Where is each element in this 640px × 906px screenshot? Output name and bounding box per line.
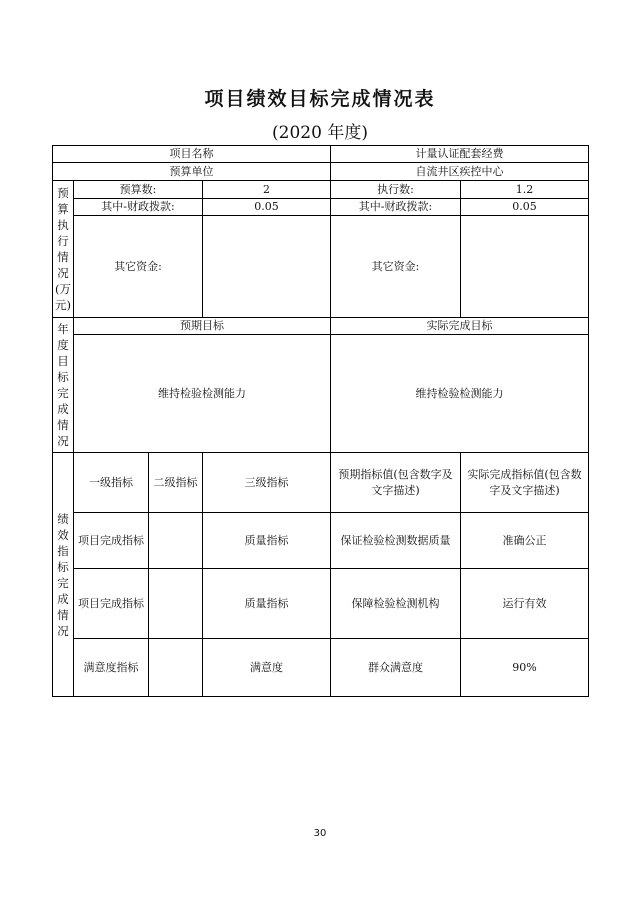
row3-level3: 满意度 <box>203 639 331 697</box>
fiscal-label-2: 其中-财政拨款: <box>331 199 461 216</box>
row3-expected: 群众满意度 <box>331 639 461 697</box>
row1-level2 <box>149 513 203 569</box>
row3-level1: 满意度指标 <box>74 639 149 697</box>
row3-actual: 90% <box>461 639 589 697</box>
other-funds-label-1: 其它资金: <box>74 216 203 318</box>
performance-table <box>52 145 589 697</box>
row2-level3: 质量指标 <box>203 569 331 639</box>
project-name-label: 项目名称 <box>53 146 331 163</box>
header-level3: 三级指标 <box>203 453 331 513</box>
performance-side-label: 绩 效 指 标 完 成 情 况 <box>53 453 74 697</box>
indicator-row <box>53 513 589 569</box>
row2-level1: 项目完成指标 <box>74 569 149 639</box>
row2-expected: 保障检验检测机构 <box>331 569 461 639</box>
row1-expected: 保证检验检测数据质量 <box>331 513 461 569</box>
other-funds-value-1 <box>203 216 331 318</box>
year-subtitle: (2020 年度) <box>272 123 368 143</box>
budget-side-label: 预 算 执 行 情 况 (万 元) <box>53 181 74 318</box>
other-funds-row <box>53 216 589 312</box>
budget-count-label: 预算数: <box>74 181 203 199</box>
page-title: 项目绩效目标完成情况表 <box>204 88 436 110</box>
budget-unit-value: 自流井区疾控中心 <box>331 163 589 181</box>
page-number: 30 <box>313 828 327 839</box>
budget-count-value: 2 <box>203 181 331 199</box>
actual-target-header: 实际完成目标 <box>331 318 589 335</box>
indicator-row <box>53 639 589 697</box>
other-funds-label-2: 其它资金: <box>331 216 461 318</box>
budget-count-row <box>53 181 589 199</box>
other-funds-value-2 <box>461 216 589 318</box>
indicator-row <box>53 569 589 639</box>
fiscal-value-2: 0.05 <box>461 199 589 216</box>
exec-count-value: 1.2 <box>461 181 589 199</box>
header-level1: 一级指标 <box>74 453 149 513</box>
row1-actual: 准确公正 <box>461 513 589 569</box>
annual-header-row <box>53 318 589 335</box>
fiscal-value-1: 0.05 <box>203 199 331 216</box>
row1-level1: 项目完成指标 <box>74 513 149 569</box>
expected-target-value: 维持检验检测能力 <box>74 335 331 453</box>
fiscal-row <box>53 199 589 216</box>
actual-target-value: 维持检验检测能力 <box>331 335 589 453</box>
annual-value-row <box>53 335 589 453</box>
indicator-header-row <box>53 453 589 513</box>
header-level2: 二级指标 <box>149 453 203 513</box>
fiscal-label-1: 其中-财政拨款: <box>74 199 203 216</box>
row3-level2 <box>149 639 203 697</box>
row2-actual: 运行有效 <box>461 569 589 639</box>
budget-unit-label: 预算单位 <box>53 163 331 181</box>
header-expected: 预期指标值(包含数字及文字描述) <box>331 453 461 513</box>
expected-target-header: 预期目标 <box>74 318 331 335</box>
project-name-row <box>53 146 589 163</box>
row2-level2 <box>149 569 203 639</box>
row1-level3: 质量指标 <box>203 513 331 569</box>
annual-side-label: 年 度 目 标 完 成 情 况 <box>53 318 74 453</box>
budget-unit-row <box>53 163 589 181</box>
exec-count-label: 执行数: <box>331 181 461 199</box>
project-name-value: 计量认证配套经费 <box>331 146 589 163</box>
header-actual: 实际完成指标值(包含数字及文字描述) <box>461 453 589 513</box>
